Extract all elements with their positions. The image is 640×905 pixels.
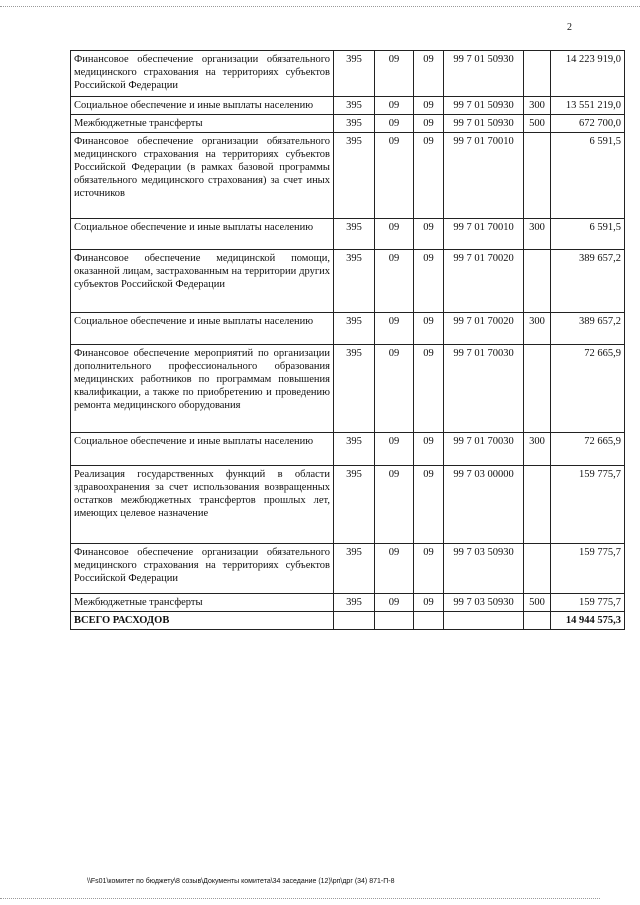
amount-cell: 389 657,2 [551,250,625,313]
table-row [71,544,625,594]
subsection-code-cell: 09 [414,97,444,115]
ministry-code-cell: 395 [334,345,375,433]
amount-cell: 72 665,9 [551,433,625,466]
budget-table-body [71,51,625,630]
page-number: 2 [567,22,572,33]
expense-type-cell [524,51,551,97]
expense-type-cell: 300 [524,219,551,250]
expense-type-cell: 300 [524,433,551,466]
description-cell: Социальное обеспечение и иные выплаты населению [71,219,334,250]
description-cell: Финансовое обеспечение организации обязательного медицинского страхования на территориях субъектов Российской Федерации [71,51,334,97]
ministry-code-cell: 395 [334,466,375,544]
subsection-code-cell [414,612,444,630]
description-cell: Финансовое обеспечение медицинской помощи, оказанной лицам, застрахованным на территории других субъектов Российской Федерации [71,250,334,313]
target-article-cell: 99 7 01 70020 [444,313,524,345]
amount-cell: 13 551 219,0 [551,97,625,115]
ministry-code-cell: 395 [334,313,375,345]
expense-type-cell [524,250,551,313]
amount-cell: 389 657,2 [551,313,625,345]
table-row [71,51,625,97]
bottom-scan-rule [0,898,600,899]
subsection-code-cell: 09 [414,466,444,544]
expense-type-cell [524,544,551,594]
ministry-code-cell: 395 [334,250,375,313]
target-article-cell: 99 7 01 70030 [444,433,524,466]
section-code-cell: 09 [375,345,414,433]
section-code-cell: 09 [375,133,414,219]
target-article-cell: 99 7 01 50930 [444,51,524,97]
amount-cell: 14 944 575,3 [551,612,625,630]
table-row [71,219,625,250]
ministry-code-cell: 395 [334,97,375,115]
subsection-code-cell: 09 [414,313,444,345]
amount-cell: 6 591,5 [551,133,625,219]
expense-type-cell: 500 [524,115,551,133]
table-row [71,433,625,466]
target-article-cell: 99 7 01 50930 [444,115,524,133]
subsection-code-cell: 09 [414,219,444,250]
expense-type-cell [524,466,551,544]
table-row [71,313,625,345]
top-scan-rule [0,6,640,7]
section-code-cell: 09 [375,433,414,466]
amount-cell: 159 775,7 [551,594,625,612]
table-row [71,466,625,544]
description-cell: Реализация государственных функций в области здравоохранения за счет использования возвращенных остатков межбюджетных трансфертов прошлых лет, имеющих целевое назначение [71,466,334,544]
expense-type-cell: 300 [524,313,551,345]
ministry-code-cell: 395 [334,115,375,133]
section-code-cell: 09 [375,115,414,133]
ministry-code-cell: 395 [334,219,375,250]
budget-table [70,50,625,630]
amount-cell: 159 775,7 [551,544,625,594]
ministry-code-cell: 395 [334,594,375,612]
description-cell: Социальное обеспечение и иные выплаты населению [71,433,334,466]
table-row [71,250,625,313]
section-code-cell: 09 [375,594,414,612]
ministry-code-cell: 395 [334,544,375,594]
expense-type-cell: 500 [524,594,551,612]
description-cell: Финансовое обеспечение мероприятий по организации дополнительного профессионального образования медицинских работников по программам повышения квалификации, а также по приобретению и проведению ремонта медицинского оборудования [71,345,334,433]
target-article-cell: 99 7 01 70010 [444,219,524,250]
section-code-cell: 09 [375,313,414,345]
table-row [71,115,625,133]
table-row [71,594,625,612]
amount-cell: 672 700,0 [551,115,625,133]
table-row [71,97,625,115]
section-code-cell: 09 [375,544,414,594]
subsection-code-cell: 09 [414,250,444,313]
target-article-cell: 99 7 03 50930 [444,544,524,594]
section-code-cell: 09 [375,51,414,97]
target-article-cell: 99 7 03 50930 [444,594,524,612]
ministry-code-cell: 395 [334,133,375,219]
subsection-code-cell: 09 [414,115,444,133]
amount-cell: 14 223 919,0 [551,51,625,97]
ministry-code-cell: 395 [334,433,375,466]
target-article-cell: 99 7 03 00000 [444,466,524,544]
expense-type-cell [524,133,551,219]
section-code-cell: 09 [375,219,414,250]
target-article-cell: 99 7 01 70020 [444,250,524,313]
description-cell: Социальное обеспечение и иные выплаты населению [71,313,334,345]
target-article-cell [444,612,524,630]
table-row [71,133,625,219]
subsection-code-cell: 09 [414,133,444,219]
amount-cell: 6 591,5 [551,219,625,250]
description-cell: Финансовое обеспечение организации обязательного медицинского страхования на территориях субъектов Российской Федерации [71,544,334,594]
amount-cell: 159 775,7 [551,466,625,544]
target-article-cell: 99 7 01 70030 [444,345,524,433]
total-row [71,612,625,630]
section-code-cell: 09 [375,97,414,115]
target-article-cell: 99 7 01 70010 [444,133,524,219]
amount-cell: 72 665,9 [551,345,625,433]
target-article-cell: 99 7 01 50930 [444,97,524,115]
ministry-code-cell [334,612,375,630]
table-row [71,345,625,433]
subsection-code-cell: 09 [414,594,444,612]
description-cell: Социальное обеспечение и иные выплаты населению [71,97,334,115]
ministry-code-cell: 395 [334,51,375,97]
description-cell: Межбюджетные трансферты [71,594,334,612]
expense-type-cell: 300 [524,97,551,115]
section-code-cell [375,612,414,630]
subsection-code-cell: 09 [414,345,444,433]
description-cell: Финансовое обеспечение организации обязательного медицинского страхования на территориях субъектов Российской Федерации (в рамках базовой программы обязательного медицинского страхования) за счет иных источников [71,133,334,219]
section-code-cell: 09 [375,466,414,544]
description-cell: ВСЕГО РАСХОДОВ [71,612,334,630]
expense-type-cell [524,345,551,433]
subsection-code-cell: 09 [414,433,444,466]
subsection-code-cell: 09 [414,51,444,97]
subsection-code-cell: 09 [414,544,444,594]
section-code-cell: 09 [375,250,414,313]
expense-type-cell [524,612,551,630]
description-cell: Межбюджетные трансферты [71,115,334,133]
file-path-footer: \\Fs01\комитет по бюджету\8 созыв\Документы комитета\34 заседание (12)\рп\дрг (34) 871-П-8 [87,878,395,885]
